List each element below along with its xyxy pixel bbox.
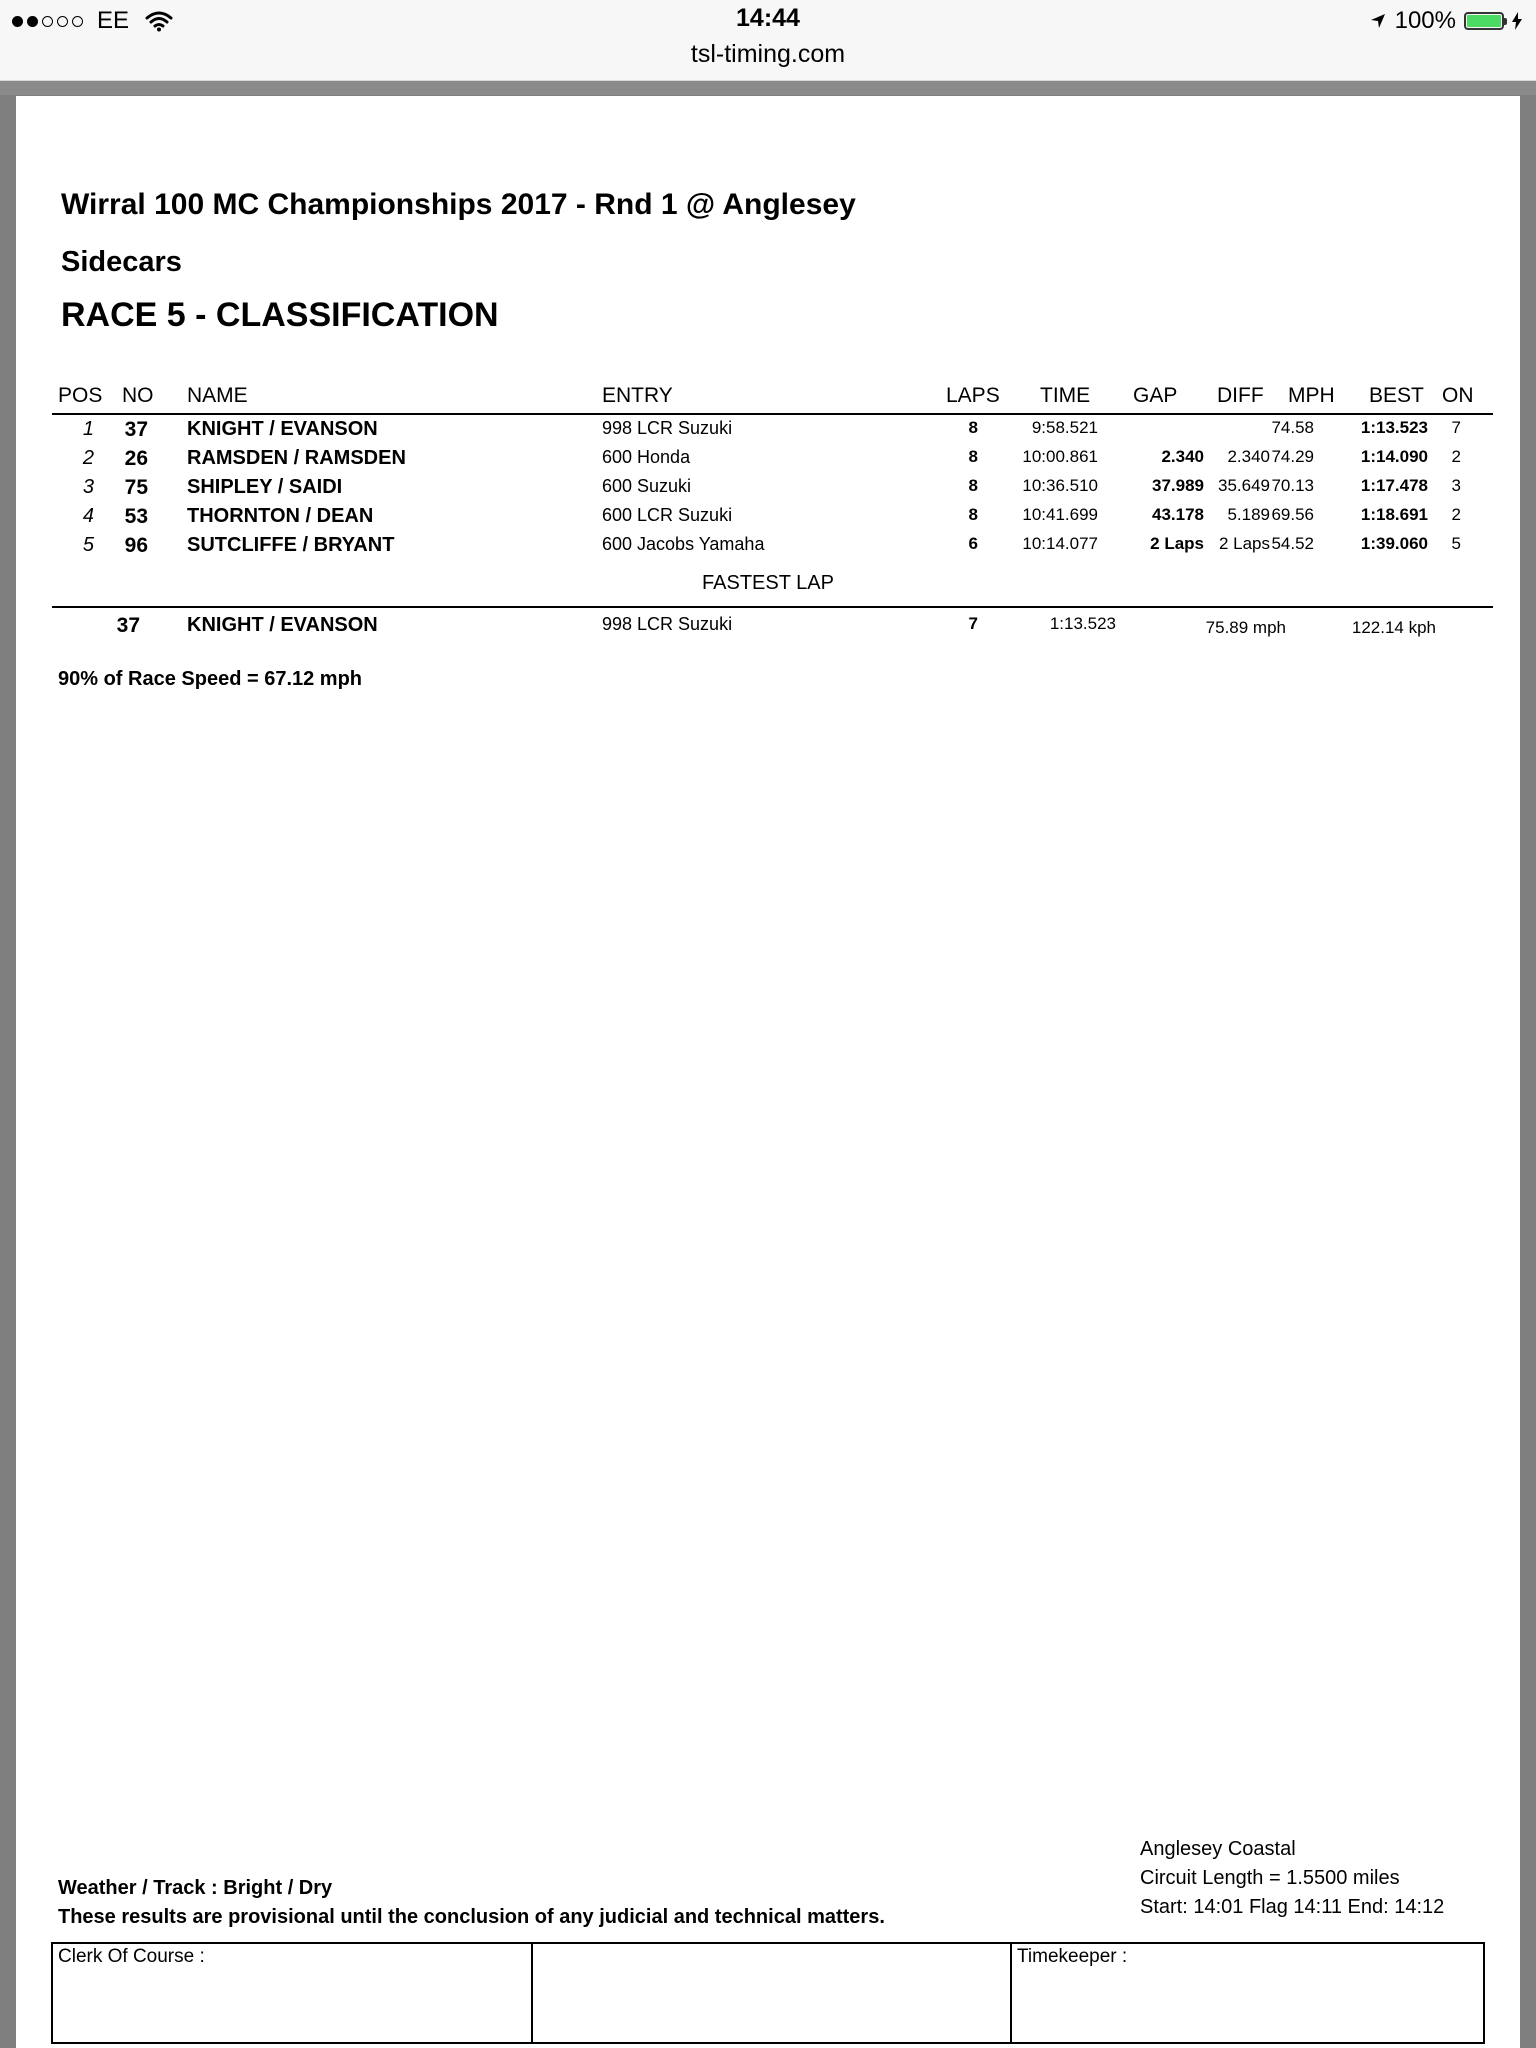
cell-on: 7	[1451, 418, 1461, 437]
cell-pos: 4	[82, 505, 94, 527]
table-row	[16, 447, 1520, 476]
cell-time: 9:58.521	[1031, 418, 1098, 437]
header-time: TIME	[1040, 384, 1091, 407]
cell-entry: 600 Jacobs Yamaha	[602, 534, 765, 554]
cell-no: 53	[124, 505, 148, 528]
weather-track: Weather / Track : Bright / Dry	[58, 1877, 333, 1899]
cell-best: 1:17.478	[1360, 476, 1428, 495]
cell-pos: 3	[82, 476, 94, 498]
header-diff: DIFF	[1217, 384, 1264, 407]
status-bar	[0, 0, 1536, 81]
cell-time: 10:14.077	[1022, 534, 1098, 553]
cell-entry: 600 Honda	[602, 447, 691, 467]
timekeeper-label: Timekeeper :	[1017, 1946, 1128, 1967]
cell-name: SHIPLEY / SAIDI	[187, 476, 343, 498]
cell-laps: 8	[968, 505, 978, 524]
cell-time: 10:41.699	[1022, 505, 1098, 524]
fastest-lap-row	[16, 614, 1520, 643]
cell-mph: 74.29	[1271, 447, 1314, 466]
fastest-lap-time: 1:13.523	[1049, 614, 1116, 633]
cell-on: 3	[1451, 476, 1461, 495]
charging-bolt-icon	[1512, 12, 1522, 30]
battery-area	[1369, 6, 1522, 36]
table-row	[16, 505, 1520, 534]
header-mph: MPH	[1288, 384, 1335, 407]
header-name: NAME	[187, 384, 248, 407]
cell-entry: 998 LCR Suzuki	[602, 418, 733, 438]
cell-name: THORNTON / DEAN	[187, 505, 374, 527]
fastest-lap-heading: FASTEST LAP	[702, 572, 834, 594]
cell-mph: 70.13	[1271, 476, 1314, 495]
cell-gap: 37.989	[1152, 476, 1204, 495]
header-entry: ENTRY	[602, 384, 673, 407]
clock: 14:44	[736, 4, 800, 32]
cell-gap: 2.340	[1161, 447, 1204, 466]
cell-name: KNIGHT / EVANSON	[187, 418, 378, 440]
table-row	[16, 534, 1520, 563]
cell-best: 1:14.090	[1360, 447, 1428, 466]
cell-pos: 2	[82, 447, 94, 469]
cell-diff: 2.340	[1227, 447, 1270, 466]
clerk-of-course-cell	[53, 1944, 533, 2042]
cell-mph: 54.52	[1271, 534, 1314, 553]
cell-pos: 5	[82, 534, 94, 556]
cell-no: 96	[124, 534, 148, 557]
provisional-note: These results are provisional until the conclusion of any judicial and technical matters.	[58, 1906, 885, 1928]
fastest-lap-entry: 998 LCR Suzuki	[602, 614, 733, 634]
fastest-lap-mph: 75.89 mph	[1205, 618, 1286, 637]
signature-middle-cell	[533, 1944, 1012, 2042]
class-name: Sidecars	[61, 246, 182, 278]
cell-diff: 5.189	[1227, 505, 1270, 524]
cell-mph: 74.58	[1271, 418, 1314, 437]
header-best: BEST	[1369, 384, 1424, 407]
cell-diff: 2 Laps	[1218, 534, 1270, 553]
race-heading: RACE 5 - CLASSIFICATION	[61, 296, 499, 334]
header-no: NO	[122, 384, 154, 407]
cell-entry: 600 Suzuki	[602, 476, 692, 496]
cell-pos: 1	[82, 418, 94, 440]
battery-icon	[1464, 12, 1504, 30]
cell-time: 10:36.510	[1022, 476, 1098, 495]
cell-time: 10:00.861	[1022, 447, 1098, 466]
cell-no: 26	[124, 447, 148, 470]
header-pos: POS	[58, 384, 103, 407]
header-on: ON	[1442, 384, 1474, 407]
fastest-lap-kph: 122.14 kph	[1351, 618, 1436, 637]
header-laps: LAPS	[946, 384, 1000, 407]
location-arrow-icon	[1369, 12, 1387, 30]
battery-level	[1467, 15, 1501, 27]
cell-laps: 8	[968, 476, 978, 495]
cell-name: SUTCLIFFE / BRYANT	[187, 534, 395, 556]
cell-laps: 8	[968, 447, 978, 466]
signature-table	[51, 1942, 1485, 2044]
header-gap: GAP	[1133, 384, 1178, 407]
table-row	[16, 418, 1520, 447]
cell-diff: 35.649	[1218, 476, 1270, 495]
cell-best: 1:13.523	[1360, 418, 1428, 437]
page-title: Wirral 100 MC Championships 2017 - Rnd 1 @ Anglesey	[61, 188, 856, 221]
cell-on: 2	[1451, 505, 1461, 524]
carrier-name: EE	[97, 7, 130, 34]
timekeeper-cell	[1012, 1944, 1483, 2042]
cell-mph: 69.56	[1271, 505, 1314, 524]
clerk-of-course-label: Clerk Of Course :	[58, 1946, 205, 1967]
table-row	[16, 476, 1520, 505]
cell-no: 37	[124, 418, 148, 441]
cell-best: 1:18.691	[1360, 505, 1428, 524]
cell-entry: 600 LCR Suzuki	[602, 505, 733, 525]
fastest-lap-name: KNIGHT / EVANSON	[187, 614, 378, 636]
fastest-lap-no: 37	[116, 614, 140, 637]
cell-gap: 2 Laps	[1150, 534, 1204, 553]
page-edge	[0, 81, 1536, 95]
race-speed-note: 90% of Race Speed = 67.12 mph	[58, 668, 363, 690]
cell-best: 1:39.060	[1360, 534, 1428, 553]
cell-name: RAMSDEN / RAMSDEN	[187, 447, 406, 469]
battery-tip	[1504, 18, 1507, 25]
circuit-name: Anglesey Coastal	[1140, 1838, 1296, 1860]
address-bar[interactable]: tsl-timing.com	[690, 40, 846, 68]
fastest-lap-rule	[52, 606, 1493, 608]
race-times: Start: 14:01 Flag 14:11 End: 14:12	[1140, 1896, 1445, 1918]
cell-gap: 43.178	[1152, 505, 1204, 524]
cell-laps: 8	[968, 418, 978, 437]
circuit-length: Circuit Length = 1.5500 miles	[1140, 1867, 1400, 1889]
results-document	[16, 96, 1520, 2048]
cell-on: 5	[1451, 534, 1461, 553]
header-rule	[52, 413, 1493, 415]
fastest-lap-number: 7	[968, 614, 978, 633]
cell-on: 2	[1451, 447, 1461, 466]
cell-no: 75	[124, 476, 148, 499]
cell-laps: 6	[968, 534, 978, 553]
battery-percent: 100%	[1394, 7, 1456, 34]
